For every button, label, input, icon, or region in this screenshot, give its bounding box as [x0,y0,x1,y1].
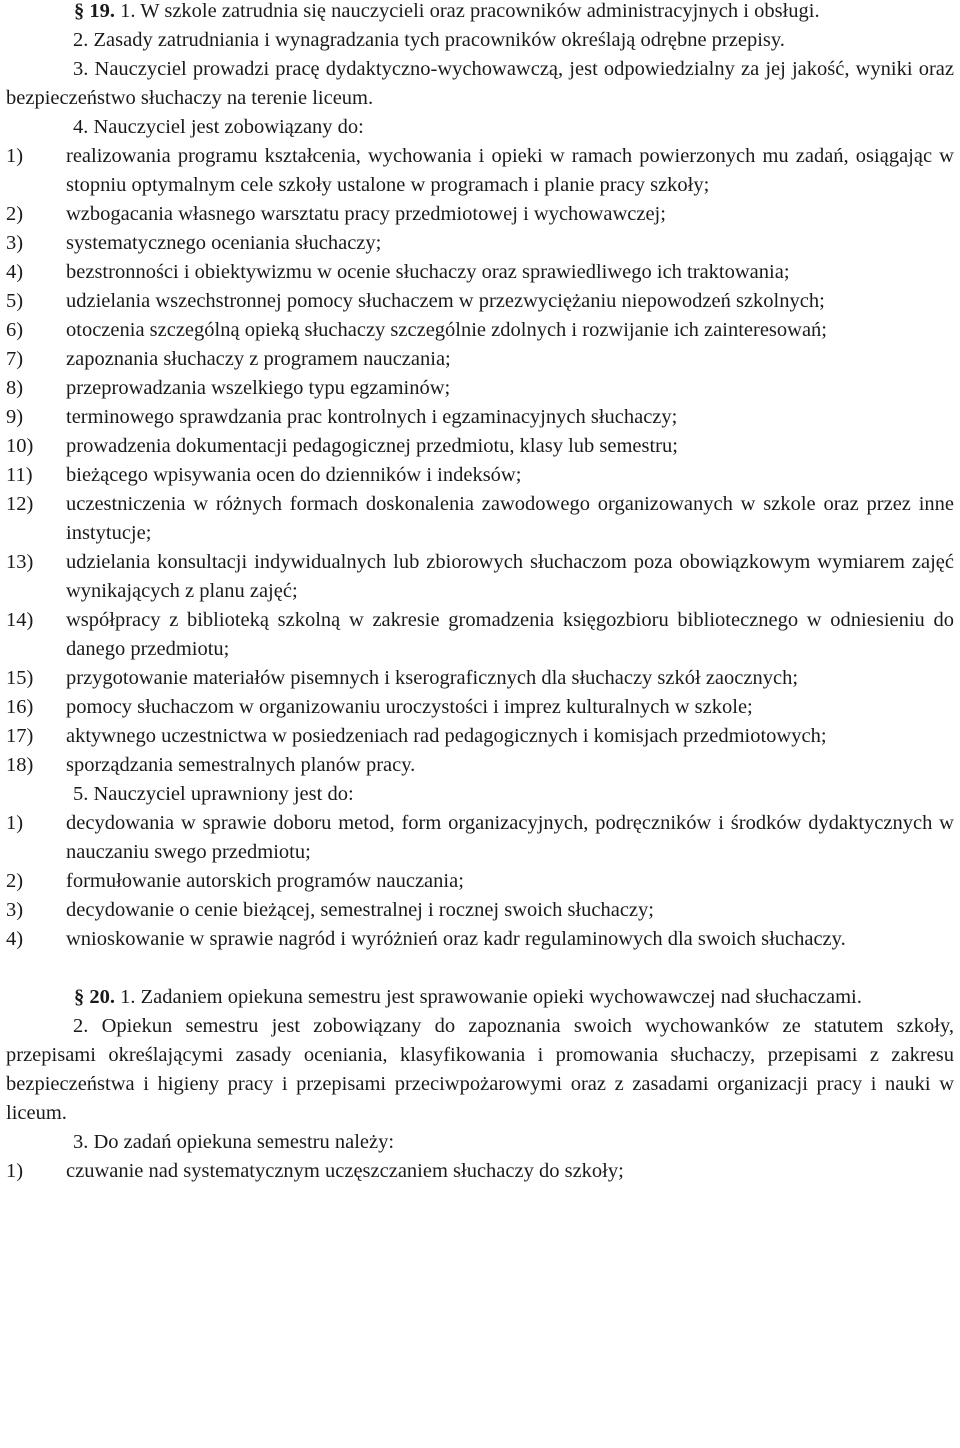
list-item [6,693,954,722]
list-item [6,867,954,896]
list-item [6,200,954,229]
list-item-number: 13) [6,551,34,573]
par20-item-2: 2. Opiekun semestru jest zobowiązany do zapoznania swoich wychowanków ze statutem szkoły, przepisami określającymi zasady oceniania, klasyfikowania i promowania słuchaczy, przepisami z zakresu bezpieczeństwa i higieny pracy i przepisami przeciwpożarowymi oraz z zasadami organizacji pracy i nauki w liceum. [6,1015,954,1124]
document-page [6,0,954,1186]
list-item [6,287,954,316]
list-item-number: 8) [6,377,24,399]
par20-item-1-text: 1. Zadaniem opiekuna semestru jest sprawowanie opieki wychowawczej nad słuchaczami. [120,986,862,1008]
list-item-text: aktywnego uczestnictwa w posiedzeniach rad pedagogicznych i komisjach przedmiotowych; [66,725,827,747]
list-item-text: bezstronności i obiektywizmu w ocenie słuchaczy oraz sprawiedliwego ich traktowania; [66,261,790,283]
list-item-text: uczestniczenia w różnych formach doskonalenia zawodowego organizowanych w szkole oraz przez inne instytucje; [66,493,954,544]
list-item [6,896,954,925]
list-item-text: wnioskowanie w sprawie nagród i wyróżnień oraz kadr regulaminowych dla swoich słuchaczy. [66,928,846,950]
par19-section-number: § 19. [74,0,115,22]
list-item-text: sporządzania semestralnych planów pracy. [66,754,416,776]
list-item-text: bieżącego wpisywania ocen do dzienników i indeksów; [66,464,522,486]
list-item [6,142,954,200]
list-item-text: przygotowanie materiałów pisemnych i kserograficznych dla słuchaczy szkół zaocznych; [66,667,799,689]
list-item-number: 3) [6,899,24,921]
list-item [6,751,954,780]
par19-item-1-text: 1. W szkole zatrudnia się nauczycieli oraz pracowników administracyjnych i obsługi. [120,0,820,22]
list-item-number: 4) [6,928,24,950]
list-item [6,403,954,432]
list-item-number: 18) [6,754,34,776]
list-item-number: 14) [6,609,34,631]
list-item-text: formułowanie autorskich programów nauczania; [66,870,464,892]
list-item-number: 1) [6,812,24,834]
list-item-number: 4) [6,261,24,283]
list-item-text: decydowanie o cenie bieżącej, semestralnej i rocznej swoich słuchaczy; [66,899,654,921]
list-item-text: systematycznego oceniania słuchaczy; [66,232,382,254]
list-item-text: otoczenia szczególną opieką słuchaczy szczególnie zdolnych i rozwijanie ich zainteresowań; [66,319,827,341]
par20-item-3: 3. Do zadań opiekuna semestru należy: [73,1131,395,1153]
list-item-text: decydowania w sprawie doboru metod, form organizacyjnych, podręczników i środków dydaktycznych w nauczaniu swego przedmiotu; [66,812,954,863]
tutor-duties-list [6,1157,954,1186]
par19-item-4: 4. Nauczyciel jest zobowiązany do: [73,116,364,138]
list-item-text: udzielania wszechstronnej pomocy słuchaczem w przezwyciężaniu niepowodzeń szkolnych; [66,290,825,312]
rights-list [6,809,954,954]
par19-item-1 [6,0,954,26]
list-item [6,229,954,258]
list-item [6,374,954,403]
par20-section-number: § 20. [74,986,115,1008]
list-item [6,722,954,751]
list-item-text: udzielania konsultacji indywidualnych lub zbiorowych słuchaczom poza obowiązkowym wymiarem zajęć wynikających z planu zajęć; [66,551,954,602]
list-item-number: 15) [6,667,34,689]
list-item [6,925,954,954]
list-item [6,316,954,345]
list-item-number: 2) [6,203,24,225]
list-item-number: 5) [6,290,24,312]
list-item-text: przeprowadzania wszelkiego typu egzaminów; [66,377,451,399]
list-item-text: wzbogacania własnego warsztatu pracy przedmiotowej i wychowawczej; [66,203,666,225]
list-item [6,258,954,287]
list-item-text: współpracy z biblioteką szkolną w zakresie gromadzenia księgozbioru bibliotecznego w odniesieniu do danego przedmiotu; [66,609,954,660]
list-item [6,1157,954,1186]
obligations-list [6,142,954,780]
list-item-number: 6) [6,319,24,341]
list-item-number: 17) [6,725,34,747]
list-item [6,490,954,548]
list-item-number: 10) [6,435,34,457]
list-item-number: 7) [6,348,24,370]
list-item [6,345,954,374]
list-item-number: 9) [6,406,24,428]
par19-item-3: 3. Nauczyciel prowadzi pracę dydaktyczno-wychowawczą, jest odpowiedzialny za jej jakość, wyniki oraz bezpieczeństwo słuchaczy na terenie liceum. [6,58,954,109]
list-item-number: 12) [6,493,34,515]
list-item-number: 1) [6,145,24,167]
list-item-text: prowadzenia dokumentacji pedagogicznej przedmiotu, klasy lub semestru; [66,435,678,457]
list-item [6,809,954,867]
list-item [6,548,954,606]
list-item-text: realizowania programu kształcenia, wychowania i opieki w ramach powierzonych mu zadań, osiągając w stopniu optymalnym cele szkoły ustalone w programach i planie pracy szkoły; [66,145,954,196]
list-item-text: czuwanie nad systematycznym uczęszczaniem słuchaczy do szkoły; [66,1160,624,1182]
list-item-number: 16) [6,696,34,718]
list-item [6,461,954,490]
par19-item-5: 5. Nauczyciel uprawniony jest do: [73,783,354,805]
par20-item-1 [6,983,954,1012]
list-item-number: 2) [6,870,24,892]
list-item-number: 1) [6,1160,24,1182]
par19-item-2: 2. Zasady zatrudniania i wynagradzania tych pracowników określają odrębne przepisy. [73,29,785,51]
section-spacer [6,954,954,983]
list-item [6,606,954,664]
list-item-number: 3) [6,232,24,254]
list-item-text: pomocy słuchaczom w organizowaniu uroczystości i imprez kulturalnych w szkole; [66,696,753,718]
list-item-number: 11) [6,464,33,486]
list-item-text: terminowego sprawdzania prac kontrolnych i egzaminacyjnych słuchaczy; [66,406,678,428]
list-item [6,664,954,693]
list-item [6,432,954,461]
list-item-text: zapoznania słuchaczy z programem nauczania; [66,348,451,370]
